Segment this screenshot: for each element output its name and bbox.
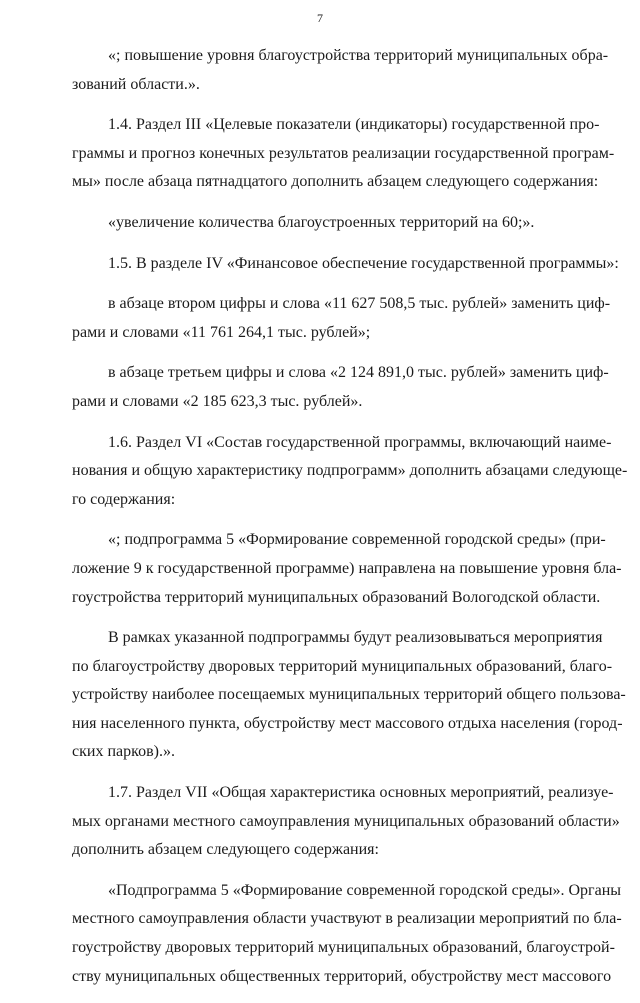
text-line: 1.7. Раздел VII «Общая характеристика основных мероприятий, реализуе-: [108, 784, 614, 802]
paragraph-indicator-text: [72, 209, 574, 238]
page-number: 7: [317, 11, 323, 25]
text-line: го содержания:: [72, 490, 176, 508]
text-line: граммы и прогноз конечных результатов реализации государственной програм-: [72, 144, 615, 162]
text-line: «; подпрограмма 5 «Формирование современной городской среды» (при-: [108, 531, 606, 549]
text-line: ских парков).».: [72, 743, 175, 761]
text-line: дополнить абзацем следующего содержания:: [72, 841, 379, 859]
paragraph-1-6: [72, 429, 628, 515]
paragraph-subprogram-5: [72, 526, 622, 612]
text-line: в абзаце втором цифры и слова «11 627 508,5 тыс. рублей» заменить циф-: [108, 295, 611, 313]
text-line: зований области.».: [72, 75, 200, 93]
text-line: В рамках указанной подпрограммы будут реализовываться мероприятия: [108, 629, 603, 647]
text-line: местного самоуправления области участвуют в реализации мероприятий по бла-: [72, 910, 622, 928]
paragraph-1-4: [72, 111, 615, 197]
text-line: по благоустройству дворовых территорий муниципальных образований, благо-: [72, 657, 613, 675]
paragraph-1-5: [72, 250, 619, 279]
text-line: мы» после абзаца пятнадцатого дополнить абзацем следующего содержания:: [72, 173, 599, 191]
text-line: «Подпрограмма 5 «Формирование современной городской среды». Органы: [108, 881, 622, 899]
text-line: ния населенного пункта, обустройству мест массового отдыха населения (город-: [72, 714, 623, 732]
text-line: гоустройству дворовых территорий муниципальных образований, благоустрой-: [72, 939, 615, 957]
paragraph-subprogram-5-local-authorities: [72, 877, 622, 991]
text-line: нования и общую характеристику подпрограмм» дополнить абзацами следующе-: [72, 462, 628, 480]
text-line: «; повышение уровня благоустройства территорий муниципальных обра-: [108, 47, 609, 64]
text-line: 1.6. Раздел VI «Состав государственной программы, включающий наиме-: [108, 433, 612, 451]
paragraph-amendment-continuation: [72, 42, 609, 99]
text-line: ству муниципальных общественных территорий, обустройству мест массового: [72, 967, 612, 985]
paragraph-abzac-second: [72, 290, 611, 347]
text-line: 1.5. В разделе IV «Финансовое обеспечение государственной программы»:: [108, 254, 619, 272]
text-line: мых органами местного самоуправления муниципальных образований области»: [72, 812, 620, 830]
text-line: рами и словами «2 185 623,3 тыс. рублей».: [72, 392, 363, 410]
text-line: 1.4. Раздел III «Целевые показатели (индикаторы) государственной про-: [108, 116, 600, 134]
text-line: устройству наиболее посещаемых муниципальных территорий общего пользова-: [72, 686, 626, 704]
text-line: в абзаце третьем цифры и слова «2 124 891,0 тыс. рублей» заменить циф-: [108, 364, 609, 382]
text-line: рами и словами «11 761 264,1 тыс. рублей»;: [72, 323, 371, 341]
document-body: [72, 42, 628, 1003]
paragraph-abzac-third: [72, 359, 609, 416]
text-line: гоустройства территорий муниципальных образований Вологодской области.: [72, 588, 601, 606]
text-line: ложение 9 к государственной программе) направлена на повышение уровня бла-: [72, 559, 622, 577]
text-line: «увеличение количества благоустроенных территорий на 60;».: [108, 213, 535, 231]
paragraph-1-7: [72, 779, 620, 865]
paragraph-subprogram-activities: [72, 624, 626, 767]
